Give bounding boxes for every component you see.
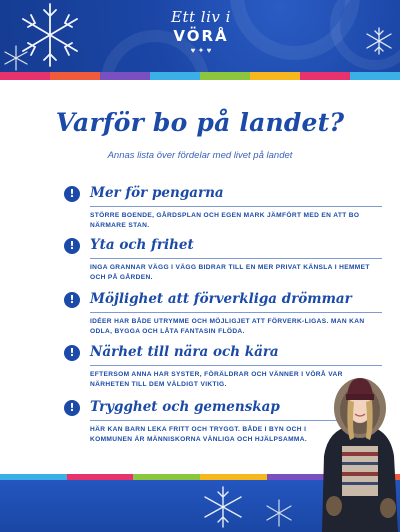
divider	[90, 206, 382, 207]
exclamation-circle-icon: !	[64, 345, 80, 361]
snowflake-icon	[364, 26, 394, 56]
item-title: Möjlighet att förverkliga drömmar	[90, 291, 352, 307]
snowflake-icon	[264, 498, 294, 528]
exclamation-circle-icon: !	[64, 292, 80, 308]
item-title: Mer för pengarna	[90, 185, 224, 201]
item-text: IDÉER HAR BÅDE UTRYMME OCH MÖJLIGJET ATT FÖRVERK-LIGAS. MAN KAN ODLA, BYGGA OCH LÅTA FANTASIN FLÖDA.	[90, 318, 365, 335]
item-title: Närhet till nära och kära	[90, 344, 279, 360]
logo-line2: VÖRÅ	[173, 27, 229, 45]
item-text: EFTERSOM ANNA HAR SYSTER, FÖRÄLDRAR OCH VÄNNER I VÖRÅ VAR NÄRHETEN TILL DEM VÄLDIGT VIKTIG.	[90, 371, 343, 388]
exclamation-circle-icon: !	[64, 186, 80, 202]
item-title: Trygghet och gemenskap	[90, 399, 280, 415]
top-banner	[0, 0, 400, 72]
item-text: HÄR KAN BARN LEKA FRITT OCH TRYGGT. BÅDE I BYN OCH I KOMMUNEN ÄR MÄNNISKORNA VÄNLIGA OCH HJÄLPSAMMA.	[90, 426, 308, 443]
item-text: INGA GRANNAR VÄGG I VÄGG BIDRAR TILL EN MER PRIVAT KÄNSLA I HEMMET OCH PÅ GÅRDEN.	[90, 264, 370, 281]
color-stripe	[0, 72, 400, 80]
snowflake-icon	[2, 44, 30, 72]
exclamation-circle-icon: !	[64, 238, 80, 254]
item-text: STÖRRE BOENDE, GÅRDSPLAN OCH EGEN MARK JÄMFÖRT MED EN ATT BO NÄRMARE STAN.	[90, 212, 360, 229]
exclamation-circle-icon: !	[64, 400, 80, 416]
logo	[163, 8, 239, 64]
heart-icon: ♥ ✦ ♥	[190, 46, 212, 55]
item-title: Yta och frihet	[90, 237, 194, 253]
divider	[90, 312, 382, 313]
divider	[90, 258, 382, 259]
snowflake-icon	[200, 484, 246, 530]
divider	[90, 365, 382, 366]
person-photo	[310, 368, 400, 532]
logo-line1: Ett liv i	[171, 8, 231, 26]
page-subtitle: Annas lista över fördelar med livet på landet	[107, 150, 293, 161]
page-title: Varför bo på landet?	[55, 108, 345, 137]
